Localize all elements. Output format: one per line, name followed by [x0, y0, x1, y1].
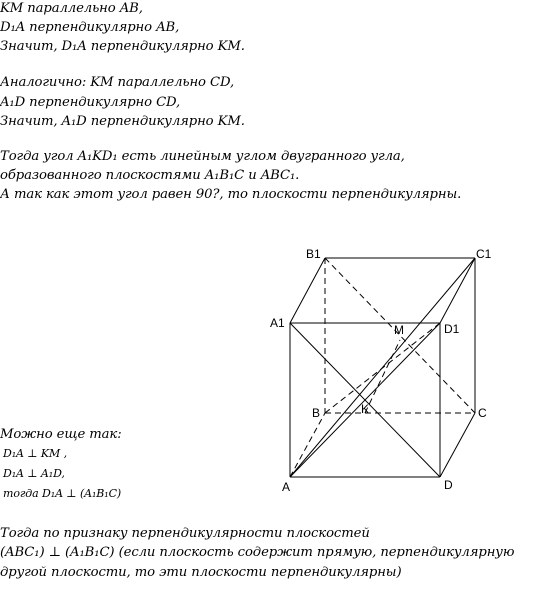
- edge-a-b: [290, 413, 325, 477]
- text-line: Можно еще так:: [0, 427, 122, 442]
- diagonal-b-d1: [325, 323, 440, 413]
- text-line: Значит, D₁A перпендикулярно KM.: [0, 39, 245, 54]
- label-b1: B1: [306, 247, 321, 261]
- formula-line: D₁A ⊥ A₁D,: [3, 467, 65, 480]
- label-d1: D1: [444, 322, 460, 336]
- label-b: B: [312, 406, 321, 420]
- edge-d-c: [440, 413, 475, 477]
- text-line: KM параллельно AB,: [0, 1, 143, 16]
- formula-line: D₁A ⊥ KM ,: [3, 447, 67, 460]
- text-line: А так как этот угол равен 90?, то плоскости перпендикулярны.: [0, 187, 462, 202]
- text-line: образованного плоскостями A₁B₁C и ABC₁.: [0, 168, 300, 183]
- text-line: A₁D перпендикулярно CD,: [0, 95, 181, 110]
- text-line: D₁A перпендикулярно AB,: [0, 20, 180, 35]
- formula-line: тогда D₁A ⊥ (A₁B₁C): [3, 487, 122, 500]
- text-line: Значит, A₁D перпендикулярно KM.: [0, 114, 245, 129]
- label-a1: A1: [270, 316, 285, 330]
- label-c1: C1: [476, 247, 492, 261]
- label-c: C: [478, 406, 487, 420]
- edge-d1-c1: [440, 258, 475, 323]
- text-line: другой плоскости, то эти плоскости перпендикулярны): [0, 565, 402, 580]
- text-line: Аналогично: KM параллельно CD,: [0, 75, 235, 90]
- segment-k-m: [365, 340, 400, 413]
- edge-a1-b1: [290, 258, 325, 323]
- label-a: A: [282, 480, 291, 494]
- label-k: K: [361, 402, 370, 416]
- text-line: (ABC₁) ⊥ (A₁B₁C) (если плоскость содержит прямую, перпендикулярную: [0, 545, 515, 560]
- label-d: D: [444, 478, 453, 492]
- text-line: Тогда угол A₁KD₁ есть линейным углом двугранного угла,: [0, 149, 405, 164]
- text-line: Тогда по признаку перпендикулярности плоскостей: [0, 526, 370, 541]
- label-m: M: [394, 323, 404, 337]
